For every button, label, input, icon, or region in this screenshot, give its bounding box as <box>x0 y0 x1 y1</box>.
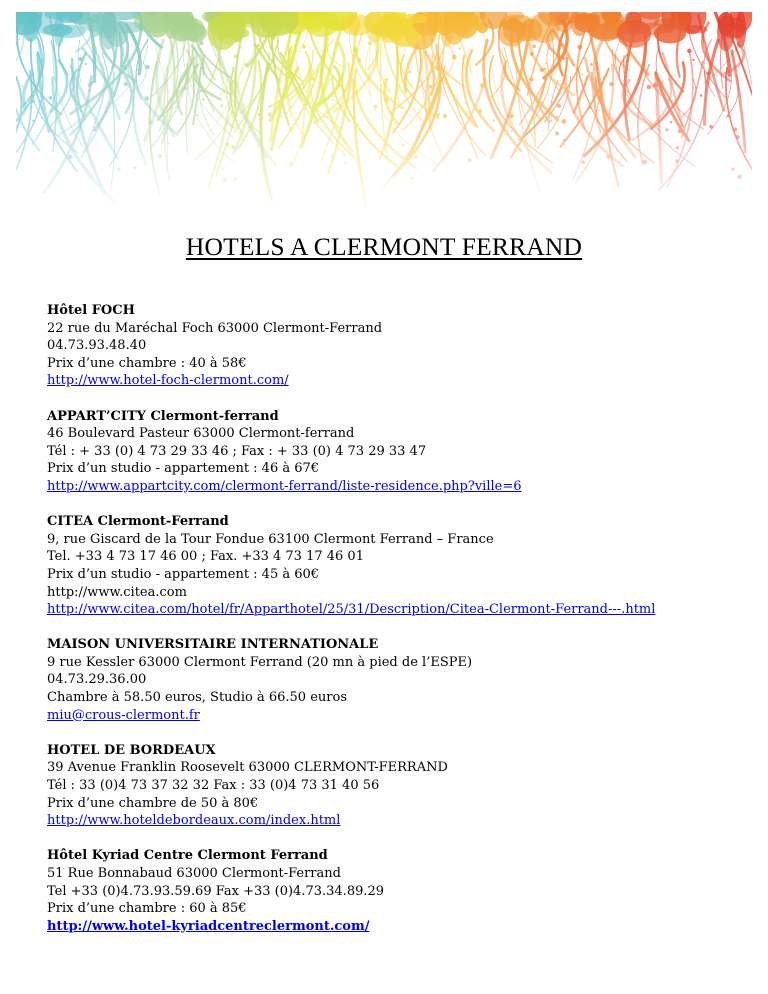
hotel-entry <box>47 742 737 830</box>
website-link[interactable]: http://www.appartcity.com/clermont-ferrand/liste-residence.php?ville=6 <box>47 478 522 494</box>
hotel-entry <box>47 408 737 496</box>
hotel-info-line: 9 rue Kessler 63000 Clermont Ferrand (20 mn à pied de l’ESPE) <box>47 654 473 670</box>
hotel-info-line: 39 Avenue Franklin Roosevelt 63000 CLERMONT-FERRAND <box>47 760 448 776</box>
page-title: HOTELS A CLERMONT FERRAND <box>185 232 583 261</box>
hotel-name: MAISON UNIVERSITAIRE INTERNATIONALE <box>47 637 379 653</box>
website-link[interactable]: http://www.citea.com/hotel/fr/Apparthotel/25/31/Description/Citea-Clermont-Ferrand---.html <box>47 602 656 618</box>
hotel-info-line: 04.73.29.36.00 <box>47 672 147 688</box>
hotel-info-line: Tél : 33 (0)4 73 37 32 32 Fax : 33 (0)4 73 31 40 56 <box>47 778 380 794</box>
colorful-splash-image <box>16 12 752 220</box>
hotel-entry <box>47 513 737 619</box>
website-link[interactable]: http://www.hotel-foch-clermont.com/ <box>47 373 289 389</box>
hotel-info-line: 04.73.93.48.40 <box>47 338 147 354</box>
hotel-info-line: Prix d’un studio - appartement : 46 à 67€ <box>47 461 320 477</box>
website-link[interactable]: http://www.hotel-kyriadcentreclermont.com/ <box>47 918 370 934</box>
hotel-name: HOTEL DE BORDEAUX <box>47 742 216 758</box>
hotel-info-line: Chambre à 58.50 euros, Studio à 66.50 euros <box>47 690 347 706</box>
email-link[interactable]: miu@crous-clermont.fr <box>47 707 200 723</box>
hotel-info-line: 51 Rue Bonnabaud 63000 Clermont-Ferrand <box>47 866 341 881</box>
hotel-list <box>47 302 737 953</box>
hotel-info-line: Tel +33 (0)4.73.93.59.69 Fax +33 (0)4.73.34.89.29 <box>47 883 385 899</box>
hotel-name: Hôtel FOCH <box>47 303 135 318</box>
hotel-info-line: Tel. +33 4 73 17 46 00 ; Fax. +33 4 73 17 46 01 <box>47 549 364 565</box>
hotel-info-line: http://www.citea.com <box>47 584 187 600</box>
hotel-entry <box>47 636 737 724</box>
hotel-info-line: Prix d’un studio - appartement : 45 à 60€ <box>47 566 320 582</box>
hotel-entry <box>47 302 737 390</box>
hotel-info-line: Prix d’une chambre de 50 à 80€ <box>47 795 259 811</box>
decorative-banner <box>16 12 752 220</box>
hotel-info-line: 46 Boulevard Pasteur 63000 Clermont-ferrand <box>47 426 355 442</box>
hotel-name: CITEA Clermont-Ferrand <box>47 514 229 530</box>
hotel-info-line: Prix d’une chambre : 60 à 85€ <box>47 901 247 917</box>
hotel-info-line: 22 rue du Maréchal Foch 63000 Clermont-Ferrand <box>47 320 383 336</box>
hotel-info-line: Prix d’une chambre : 40 à 58€ <box>47 355 247 371</box>
website-link[interactable]: http://www.hoteldebordeaux.com/index.html <box>47 813 341 829</box>
hotel-info-line: Tél : + 33 (0) 4 73 29 33 46 ; Fax : + 33 (0) 4 73 29 33 47 <box>47 443 427 459</box>
hotel-entry <box>47 847 737 935</box>
hotel-name: Hôtel Kyriad Centre Clermont Ferrand <box>47 848 328 864</box>
hotel-name: APPART’CITY Clermont-ferrand <box>47 408 279 424</box>
hotel-info-line: 9, rue Giscard de la Tour Fondue 63100 Clermont Ferrand – France <box>47 531 494 547</box>
